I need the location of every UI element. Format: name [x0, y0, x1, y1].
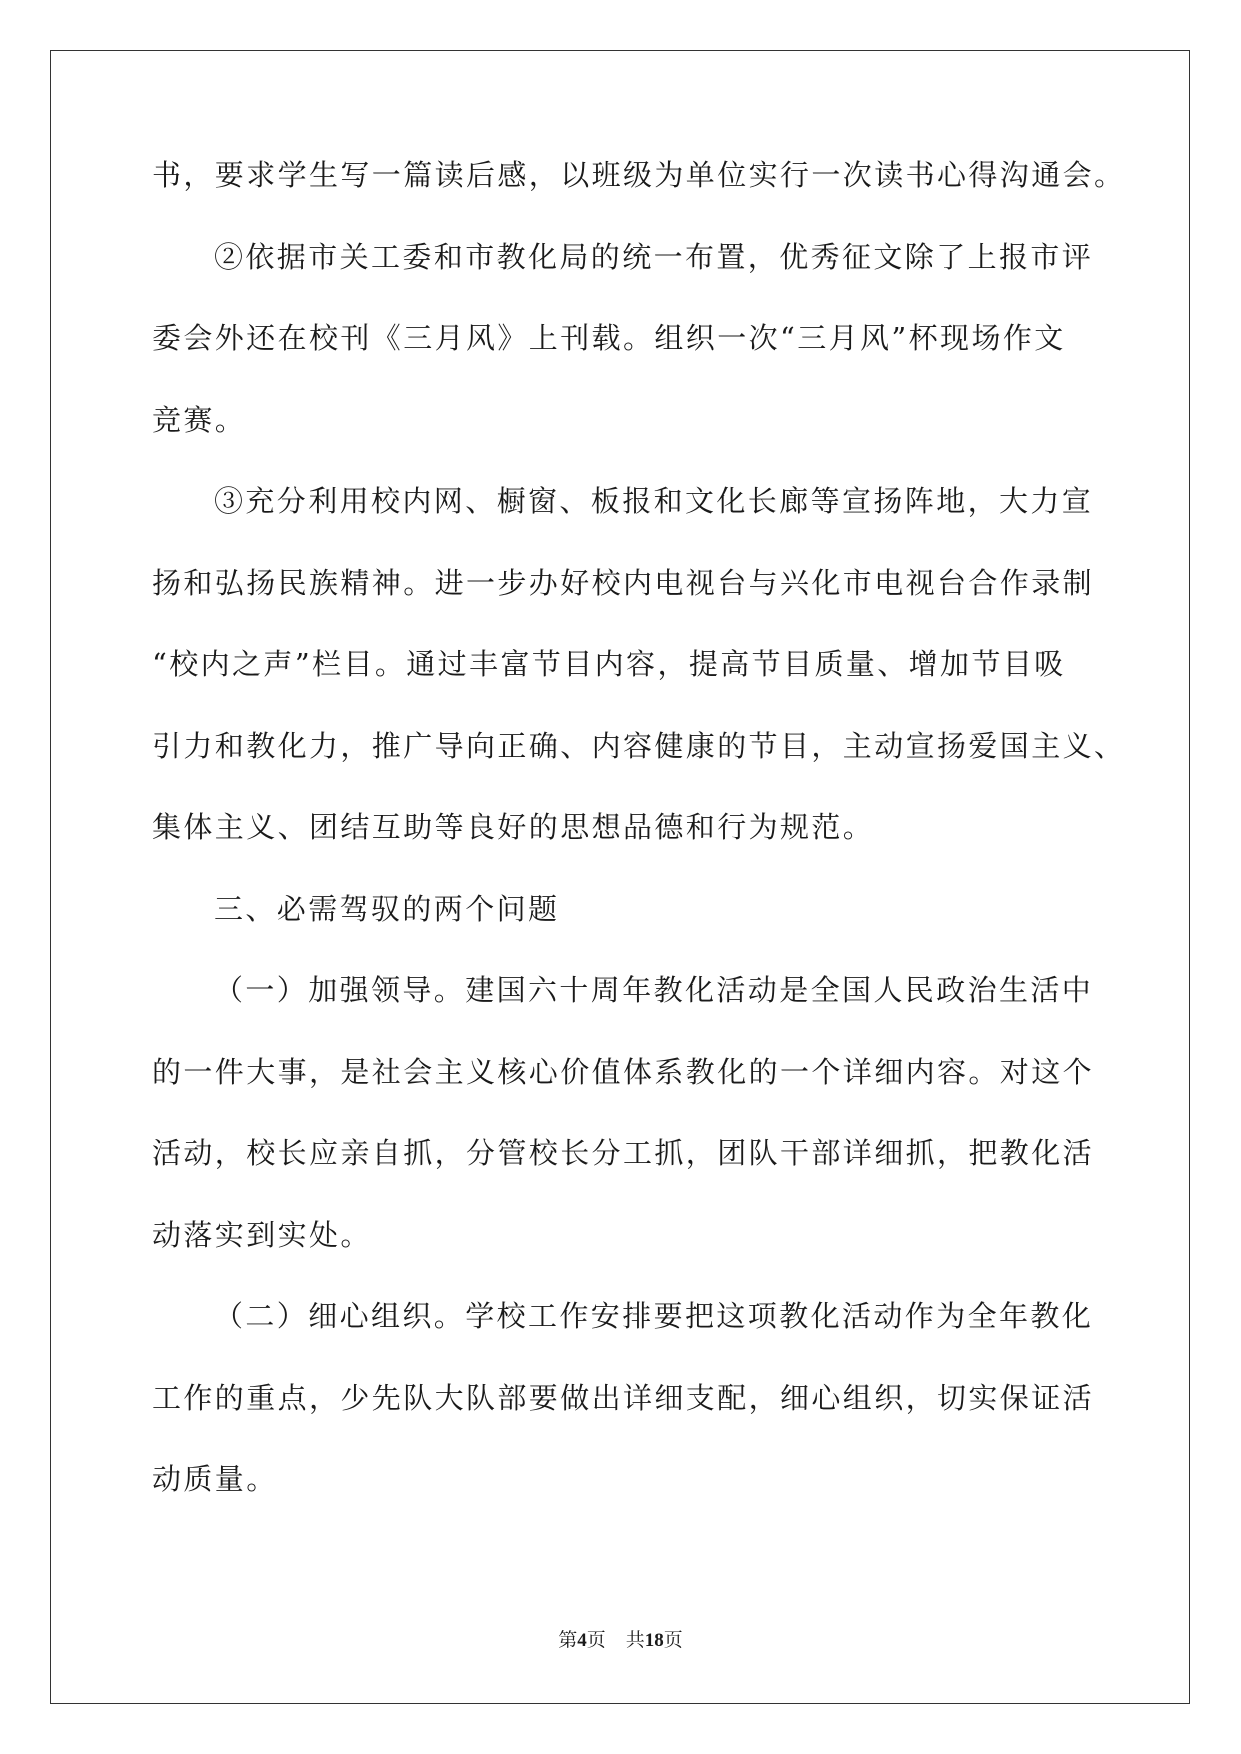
footer-page-number: 4 — [577, 1630, 587, 1651]
paragraph-line: 活动，校长应亲自抓，分管校长分工抓，团队干部详细抓，把教化活 — [152, 1136, 1095, 1170]
footer-total-suffix: 页 — [663, 1629, 683, 1651]
paragraph-line: 的一件大事，是社会主义核心价值体系教化的一个详细内容。对这个 — [152, 1054, 1095, 1089]
page-footer — [0, 1628, 1241, 1653]
paragraph-line: 动质量。 — [152, 1462, 278, 1496]
paragraph-line: 竞赛。 — [152, 402, 247, 437]
paragraph-line: ③充分利用校内网、橱窗、板报和文化长廊等宣扬阵地，大力宣 — [214, 484, 1094, 518]
paragraph-line: 动落实到实处。 — [152, 1217, 372, 1252]
paragraph-line: 引力和教化力，推广导向正确、内容健康的节目，主动宣扬爱国主义、 — [152, 728, 1126, 763]
paragraph-line: 工作的重点，少先队大队部要做出详细支配，细心组织，切实保证活 — [152, 1380, 1095, 1415]
document-body — [152, 156, 1126, 1542]
footer-total-pages: 18 — [644, 1630, 664, 1651]
footer-page-prefix: 第 — [558, 1629, 578, 1651]
paragraph-line: （二）细心组织。学校工作安排要把这项教化活动作为全年教化 — [214, 1299, 1094, 1333]
paragraph-line: 扬和弘扬民族精神。进一步办好校内电视台与兴化市电视台合作录制 — [152, 565, 1095, 600]
footer-total-prefix: 共 — [625, 1629, 645, 1651]
footer-page-suffix: 页 — [586, 1629, 606, 1651]
paragraph-line: 书，要求学生写一篇读后感，以班级为单位实行一次读书心得沟通会。 — [152, 158, 1126, 192]
paragraph-line: ②依据市关工委和市教化局的统一布置，优秀征文除了上报市评 — [214, 239, 1094, 274]
paragraph-line: “校内之声”栏目。通过丰富节目内容，提高节目质量、增加节目吸 — [152, 647, 1066, 681]
paragraph-line: （一）加强领导。建国六十周年教化活动是全国人民政治生活中 — [214, 973, 1094, 1007]
paragraph-line: 委会外还在校刊《三月风》上刊载。组织一次“三月风”杯现场作文 — [152, 321, 1066, 355]
section-heading: 三、必需驾驭的两个问题 — [214, 891, 560, 926]
paragraph-line: 集体主义、团结互助等良好的思想品德和行为规范。 — [152, 810, 875, 844]
